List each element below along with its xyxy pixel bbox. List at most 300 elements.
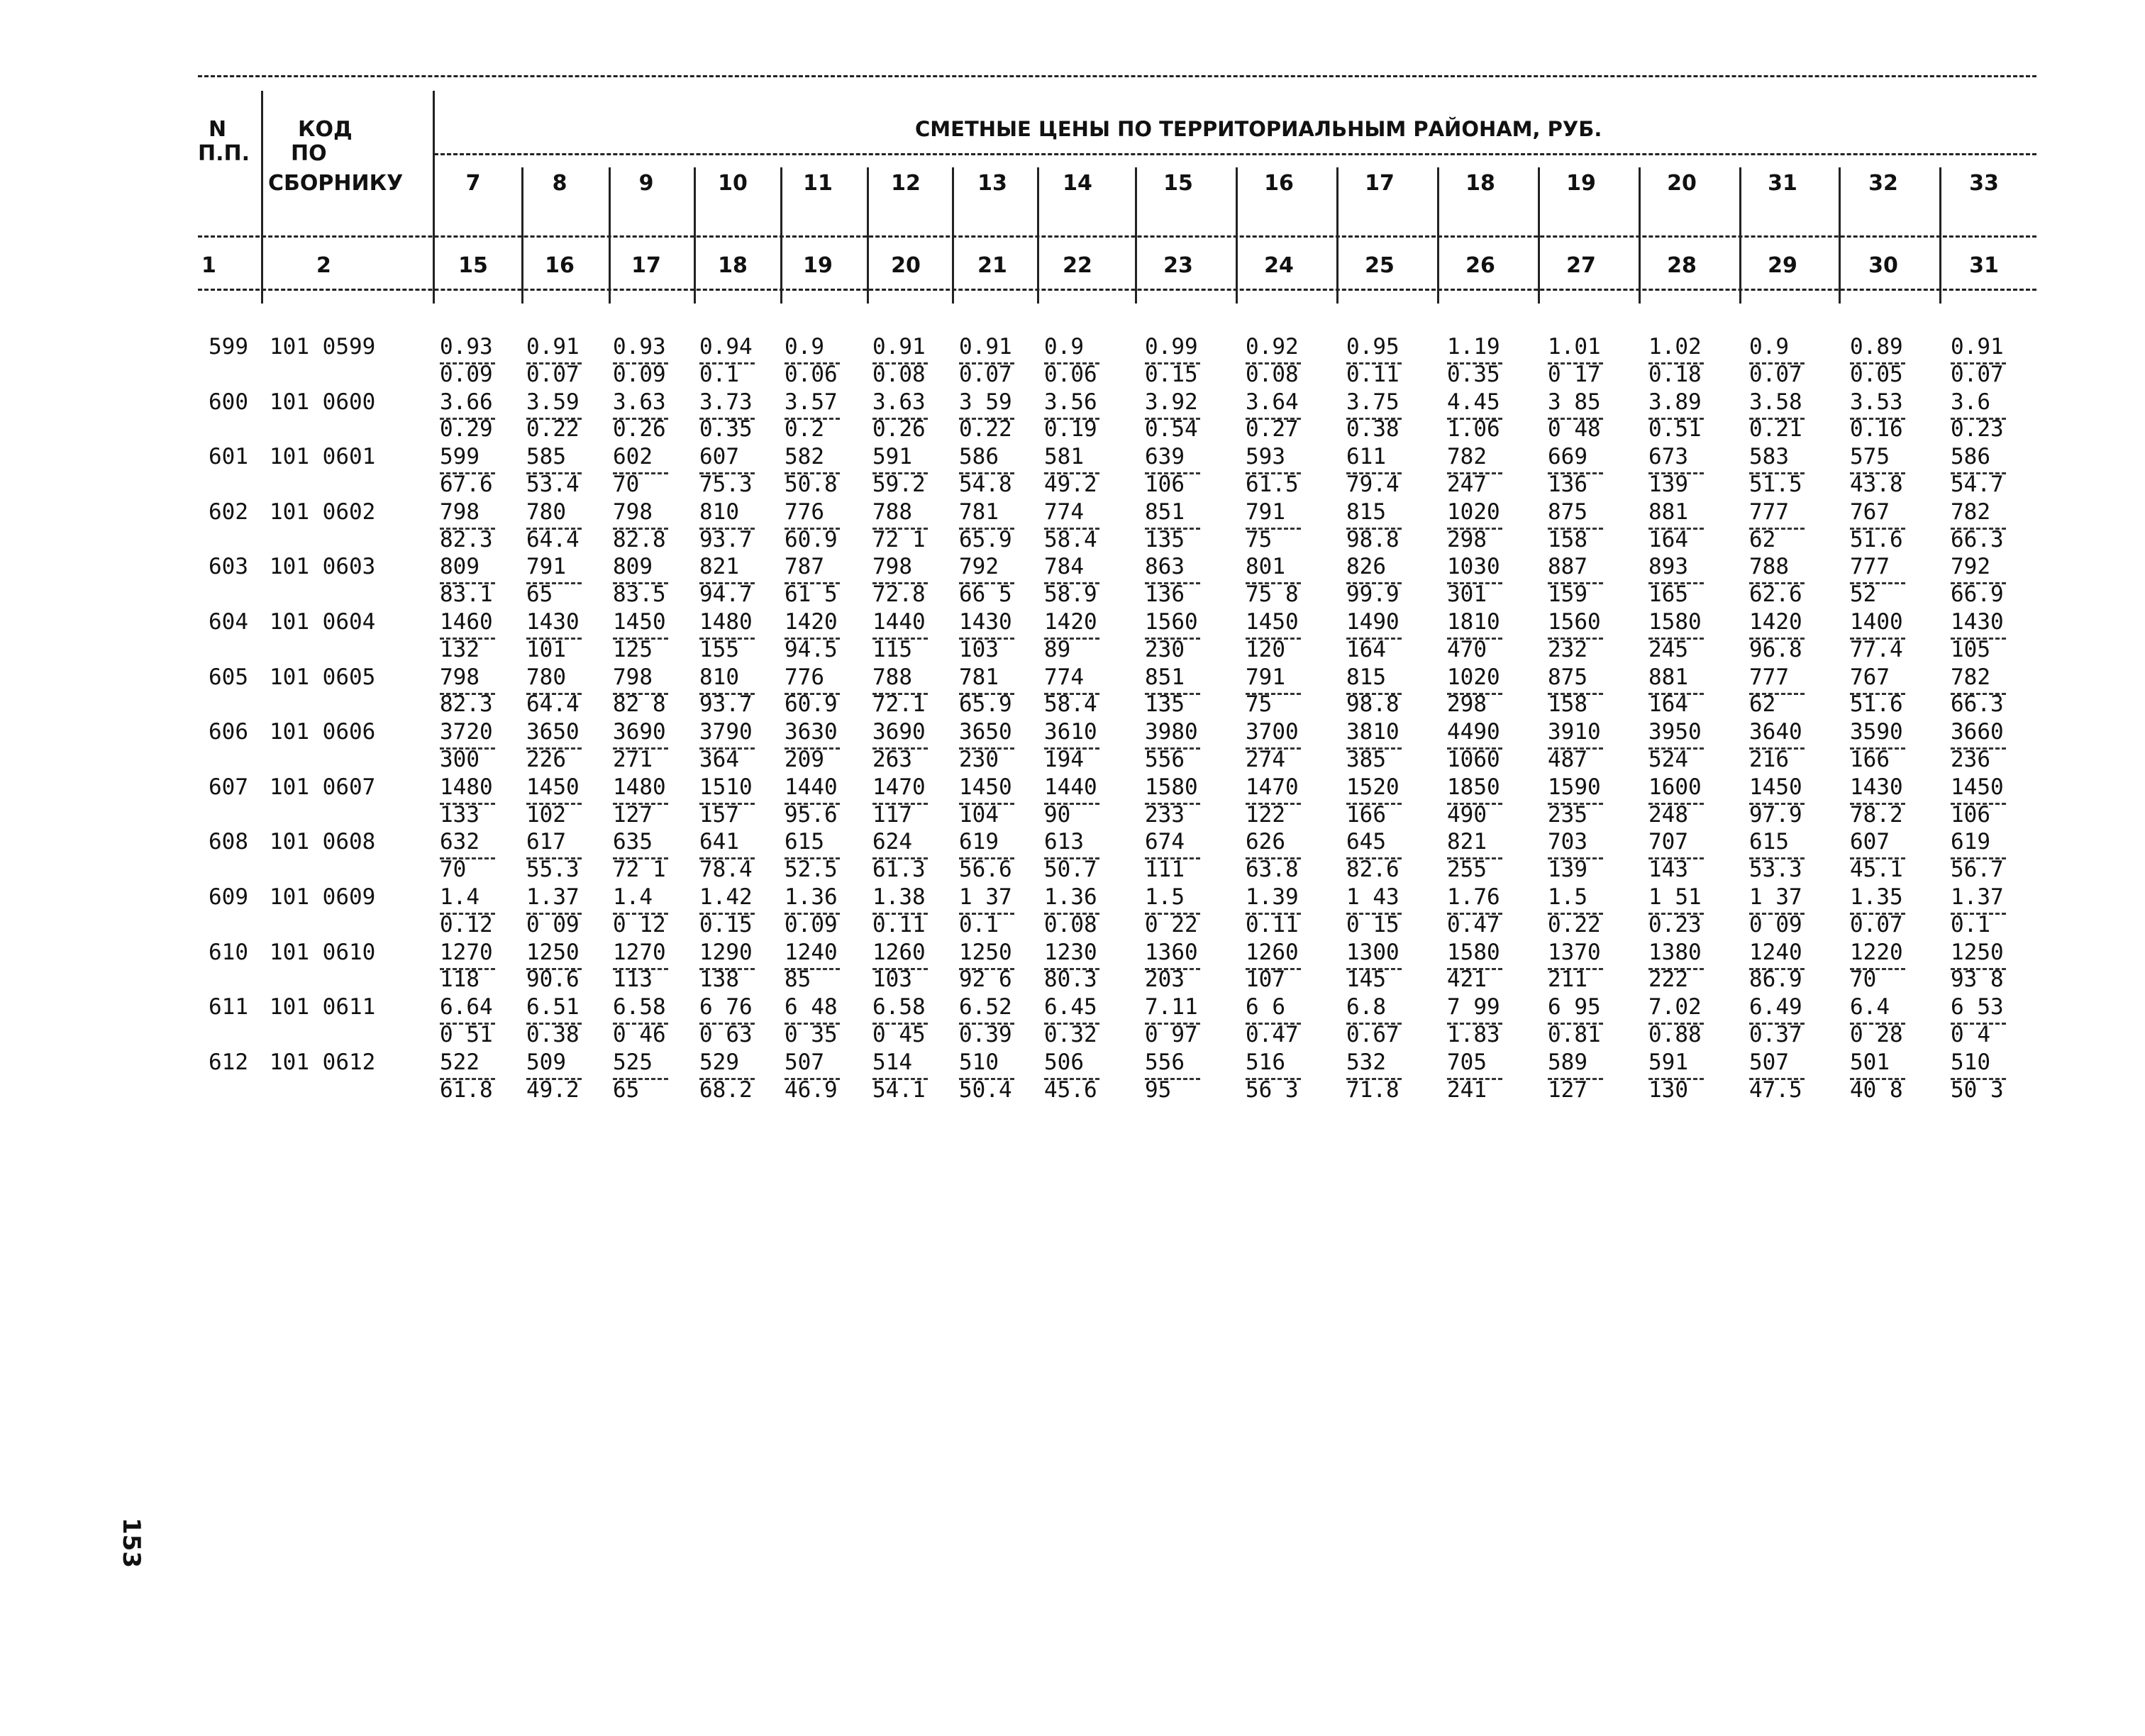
price-cell: 0.9 bbox=[1749, 334, 1789, 360]
price-cell: 6.4 bbox=[1850, 994, 1890, 1020]
price-cell: 3690 bbox=[872, 719, 926, 745]
price-cell: 1470 bbox=[1246, 774, 1299, 800]
price-cell: 107 bbox=[1246, 967, 1285, 992]
price-cell: 767 bbox=[1850, 664, 1890, 690]
row-code: 101 0610 bbox=[270, 940, 376, 965]
header-top-rule bbox=[198, 75, 2036, 77]
price-cell: 164 bbox=[1648, 691, 1688, 717]
region-header-20: 20 bbox=[1667, 171, 1697, 196]
price-cell: 97.9 bbox=[1749, 802, 1802, 828]
price-cell: 7.11 bbox=[1145, 994, 1198, 1020]
price-cell: 59.2 bbox=[872, 472, 926, 497]
price-cell: 1480 bbox=[440, 774, 493, 800]
price-cell: 0 17 bbox=[1548, 362, 1601, 387]
price-cell: 3.53 bbox=[1850, 389, 1903, 415]
price-cell: 788 bbox=[1749, 554, 1789, 579]
price-cell: 77.4 bbox=[1850, 637, 1903, 662]
price-cell: 0 12 bbox=[613, 912, 666, 937]
price-cell: 1 37 bbox=[959, 884, 1012, 910]
price-cell: 0.88 bbox=[1648, 1022, 1702, 1047]
price-cell: 798 bbox=[440, 499, 480, 525]
price-cell: 516 bbox=[1246, 1050, 1285, 1075]
price-cell: 1260 bbox=[1246, 940, 1299, 965]
price-cell: 6 6 bbox=[1246, 994, 1285, 1020]
price-cell: 3.89 bbox=[1648, 389, 1702, 415]
price-cell: 1560 bbox=[1548, 609, 1601, 635]
price-cell: 75.3 bbox=[699, 472, 753, 497]
price-cell: 3.57 bbox=[785, 389, 838, 415]
price-cell: 0.67 bbox=[1346, 1022, 1399, 1047]
price-cell: 1510 bbox=[699, 774, 753, 800]
price-cell: 1 43 bbox=[1346, 884, 1399, 910]
price-cell: 788 bbox=[872, 499, 912, 525]
price-cell: 6.45 bbox=[1044, 994, 1097, 1020]
price-cell: 50 3 bbox=[1951, 1077, 2004, 1103]
column-index-30: 30 bbox=[1868, 253, 1898, 278]
price-cell: 1240 bbox=[1749, 940, 1802, 965]
price-cell: 589 bbox=[1548, 1050, 1587, 1075]
price-cell: 165 bbox=[1648, 582, 1688, 607]
price-cell: 1270 bbox=[440, 940, 493, 965]
num-label-2: П.П. bbox=[198, 141, 250, 166]
price-cell: 56.7 bbox=[1951, 857, 2004, 882]
price-cell: 3790 bbox=[699, 719, 753, 745]
price-cell: 821 bbox=[699, 554, 739, 579]
price-cell: 1250 bbox=[1951, 940, 2004, 965]
price-cell: 1.06 bbox=[1447, 416, 1500, 442]
price-cell: 1430 bbox=[959, 609, 1012, 635]
price-cell: 784 bbox=[1044, 554, 1084, 579]
price-cell: 1600 bbox=[1648, 774, 1702, 800]
price-cell: 6 76 bbox=[699, 994, 753, 1020]
price-cell: 1440 bbox=[785, 774, 838, 800]
price-cell: 0 51 bbox=[440, 1022, 493, 1047]
price-cell: 155 bbox=[699, 637, 739, 662]
price-cell: 810 bbox=[699, 499, 739, 525]
price-cell: 1.5 bbox=[1548, 884, 1587, 910]
price-cell: 826 bbox=[1346, 554, 1386, 579]
price-cell: 101 bbox=[526, 637, 566, 662]
price-cell: 669 bbox=[1548, 444, 1587, 469]
price-cell: 3700 bbox=[1246, 719, 1299, 745]
price-cell: 0.26 bbox=[872, 416, 926, 442]
price-cell: 158 bbox=[1548, 691, 1587, 717]
price-cell: 80.3 bbox=[1044, 967, 1097, 992]
price-cell: 673 bbox=[1648, 444, 1688, 469]
price-cell: 274 bbox=[1246, 747, 1285, 772]
num-label: N bbox=[209, 117, 227, 142]
row-code: 101 0609 bbox=[270, 884, 376, 910]
price-cell: 157 bbox=[699, 802, 739, 828]
price-cell: 1230 bbox=[1044, 940, 1097, 965]
price-cell: 52.5 bbox=[785, 857, 838, 882]
price-cell: 0.15 bbox=[1145, 362, 1198, 387]
price-cell: 3660 bbox=[1951, 719, 2004, 745]
price-cell: 6 53 bbox=[1951, 994, 2004, 1020]
region-header-9: 9 bbox=[638, 171, 654, 196]
price-cell: 0.09 bbox=[613, 362, 666, 387]
region-divider bbox=[1236, 167, 1238, 304]
row-number: 609 bbox=[209, 884, 248, 910]
row-number: 610 bbox=[209, 940, 248, 965]
price-cell: 65 bbox=[526, 582, 553, 607]
header-divider-1 bbox=[261, 91, 263, 304]
price-cell: 3650 bbox=[959, 719, 1012, 745]
price-cell: 136 bbox=[1548, 472, 1587, 497]
column-index-18: 18 bbox=[718, 253, 748, 278]
price-cell: 1020 bbox=[1447, 499, 1500, 525]
price-cell: 106 bbox=[1951, 802, 1990, 828]
price-cell: 0.93 bbox=[440, 334, 493, 360]
price-cell: 93 8 bbox=[1951, 967, 2004, 992]
price-cell: 66.3 bbox=[1951, 527, 2004, 552]
price-cell: 507 bbox=[785, 1050, 824, 1075]
region-divider bbox=[609, 167, 611, 304]
price-cell: 1020 bbox=[1447, 664, 1500, 690]
price-cell: 103 bbox=[872, 967, 912, 992]
price-cell: 583 bbox=[1749, 444, 1789, 469]
price-cell: 599 bbox=[440, 444, 480, 469]
price-cell: 581 bbox=[1044, 444, 1084, 469]
price-cell: 1250 bbox=[526, 940, 580, 965]
row-code: 101 0601 bbox=[270, 444, 376, 469]
price-cell: 617 bbox=[526, 829, 566, 855]
price-cell: 194 bbox=[1044, 747, 1084, 772]
price-cell: 56.6 bbox=[959, 857, 1012, 882]
price-cell: 1400 bbox=[1850, 609, 1903, 635]
price-cell: 776 bbox=[785, 664, 824, 690]
price-cell: 0.05 bbox=[1850, 362, 1903, 387]
price-cell: 94.5 bbox=[785, 637, 838, 662]
region-divider bbox=[1939, 167, 1941, 304]
row-number: 607 bbox=[209, 774, 248, 800]
price-cell: 241 bbox=[1447, 1077, 1487, 1103]
price-cell: 0.15 bbox=[699, 912, 753, 937]
price-cell: 3.58 bbox=[1749, 389, 1802, 415]
price-cell: 1590 bbox=[1548, 774, 1601, 800]
price-cell: 47.5 bbox=[1749, 1077, 1802, 1103]
price-cell: 626 bbox=[1246, 829, 1285, 855]
region-divider bbox=[780, 167, 782, 304]
price-cell: 1480 bbox=[699, 609, 753, 635]
price-cell: 1060 bbox=[1447, 747, 1500, 772]
price-cell: 94.7 bbox=[699, 582, 753, 607]
price-cell: 787 bbox=[785, 554, 824, 579]
region-header-19: 19 bbox=[1566, 171, 1596, 196]
price-cell: 61 5 bbox=[785, 582, 838, 607]
region-header-14: 14 bbox=[1063, 171, 1092, 196]
price-cell: 0.11 bbox=[872, 912, 926, 937]
price-cell: 624 bbox=[872, 829, 912, 855]
price-cell: 3.66 bbox=[440, 389, 493, 415]
price-cell: 0.07 bbox=[1749, 362, 1802, 387]
price-cell: 0.29 bbox=[440, 416, 493, 442]
price-cell: 61.3 bbox=[872, 857, 926, 882]
price-cell: 135 bbox=[1145, 691, 1185, 717]
price-cell: 1 51 bbox=[1648, 884, 1702, 910]
price-cell: 96.8 bbox=[1749, 637, 1802, 662]
row-code: 101 0606 bbox=[270, 719, 376, 745]
row-number: 603 bbox=[209, 554, 248, 579]
column-index-27: 27 bbox=[1566, 253, 1596, 278]
region-header-11: 11 bbox=[803, 171, 833, 196]
price-cell: 0.39 bbox=[959, 1022, 1012, 1047]
price-cell: 0.38 bbox=[1346, 416, 1399, 442]
price-cell: 1450 bbox=[1951, 774, 2004, 800]
region-divider bbox=[1037, 167, 1039, 304]
price-cell: 635 bbox=[613, 829, 653, 855]
price-cell: 1.4 bbox=[440, 884, 480, 910]
price-cell: 0.81 bbox=[1548, 1022, 1601, 1047]
price-cell: 509 bbox=[526, 1050, 566, 1075]
region-header-15: 15 bbox=[1163, 171, 1193, 196]
price-cell: 791 bbox=[1246, 499, 1285, 525]
price-cell: 0.91 bbox=[959, 334, 1012, 360]
price-cell: 68.2 bbox=[699, 1077, 753, 1103]
price-cell: 632 bbox=[440, 829, 480, 855]
price-cell: 6.8 bbox=[1346, 994, 1386, 1020]
price-cell: 506 bbox=[1044, 1050, 1084, 1075]
price-cell: 1580 bbox=[1447, 940, 1500, 965]
price-cell: 54.7 bbox=[1951, 472, 2004, 497]
price-cell: 1.02 bbox=[1648, 334, 1702, 360]
price-cell: 615 bbox=[785, 829, 824, 855]
price-cell: 0.27 bbox=[1246, 416, 1299, 442]
code-label-3: СБОРНИКУ bbox=[268, 171, 404, 196]
price-cell: 3690 bbox=[613, 719, 666, 745]
price-cell: 98.8 bbox=[1346, 527, 1399, 552]
price-cell: 1.19 bbox=[1447, 334, 1500, 360]
price-cell: 0.08 bbox=[1246, 362, 1299, 387]
price-cell: 66 5 bbox=[959, 582, 1012, 607]
price-cell: 104 bbox=[959, 802, 999, 828]
price-cell: 61.5 bbox=[1246, 472, 1299, 497]
region-header-31: 31 bbox=[1768, 171, 1797, 196]
price-cell: 0 35 bbox=[785, 1022, 838, 1047]
price-cell: 1420 bbox=[1044, 609, 1097, 635]
price-cell: 1430 bbox=[526, 609, 580, 635]
price-cell: 1490 bbox=[1346, 609, 1399, 635]
price-cell: 3910 bbox=[1548, 719, 1601, 745]
price-cell: 0.23 bbox=[1951, 416, 2004, 442]
price-cell: 3.63 bbox=[613, 389, 666, 415]
price-cell: 470 bbox=[1447, 637, 1487, 662]
price-cell: 0.22 bbox=[959, 416, 1012, 442]
price-cell: 66.3 bbox=[1951, 691, 2004, 717]
price-cell: 1250 bbox=[959, 940, 1012, 965]
price-cell: 0.07 bbox=[1850, 912, 1903, 937]
price-cell: 1.39 bbox=[1246, 884, 1299, 910]
price-cell: 1 37 bbox=[1749, 884, 1802, 910]
price-cell: 1270 bbox=[613, 940, 666, 965]
price-cell: 1420 bbox=[785, 609, 838, 635]
price-cell: 619 bbox=[959, 829, 999, 855]
price-cell: 1.5 bbox=[1145, 884, 1185, 910]
price-cell: 782 bbox=[1447, 444, 1487, 469]
price-cell: 71.8 bbox=[1346, 1077, 1399, 1103]
price-cell: 6.51 bbox=[526, 994, 580, 1020]
price-cell: 1.01 bbox=[1548, 334, 1601, 360]
price-cell: 602 bbox=[613, 444, 653, 469]
price-cell: 3.63 bbox=[872, 389, 926, 415]
price-cell: 1380 bbox=[1648, 940, 1702, 965]
price-cell: 893 bbox=[1648, 554, 1688, 579]
price-cell: 122 bbox=[1246, 802, 1285, 828]
price-cell: 263 bbox=[872, 747, 912, 772]
price-cell: 6.52 bbox=[959, 994, 1012, 1020]
price-cell: 52 bbox=[1850, 582, 1877, 607]
price-cell: 798 bbox=[872, 554, 912, 579]
price-cell: 164 bbox=[1648, 527, 1688, 552]
region-divider bbox=[1839, 167, 1841, 304]
price-cell: 0.2 bbox=[785, 416, 824, 442]
price-cell: 1.76 bbox=[1447, 884, 1500, 910]
price-cell: 815 bbox=[1346, 664, 1386, 690]
region-divider bbox=[1739, 167, 1741, 304]
price-cell: 49.2 bbox=[1044, 472, 1097, 497]
price-cell: 582 bbox=[785, 444, 824, 469]
price-cell: 58.9 bbox=[1044, 582, 1097, 607]
price-cell: 1810 bbox=[1447, 609, 1500, 635]
price-cell: 89 bbox=[1044, 637, 1071, 662]
price-cell: 364 bbox=[699, 747, 739, 772]
price-cell: 60.9 bbox=[785, 691, 838, 717]
price-cell: 106 bbox=[1145, 472, 1185, 497]
price-cell: 0 63 bbox=[699, 1022, 753, 1047]
price-cell: 102 bbox=[526, 802, 566, 828]
price-cell: 51.5 bbox=[1749, 472, 1802, 497]
price-cell: 703 bbox=[1548, 829, 1587, 855]
price-cell: 115 bbox=[872, 637, 912, 662]
price-cell: 792 bbox=[1951, 554, 1990, 579]
price-cell: 45.1 bbox=[1850, 857, 1903, 882]
region-header-12: 12 bbox=[891, 171, 921, 196]
price-cell: 705 bbox=[1447, 1050, 1487, 1075]
price-cell: 0.47 bbox=[1447, 912, 1500, 937]
price-cell: 233 bbox=[1145, 802, 1185, 828]
price-cell: 216 bbox=[1749, 747, 1789, 772]
region-divider bbox=[1336, 167, 1338, 304]
price-cell: 780 bbox=[526, 499, 566, 525]
price-cell: 707 bbox=[1648, 829, 1688, 855]
price-cell: 64.4 bbox=[526, 691, 580, 717]
price-cell: 591 bbox=[1648, 1050, 1688, 1075]
price-cell: 781 bbox=[959, 664, 999, 690]
price-cell: 821 bbox=[1447, 829, 1487, 855]
price-cell: 62 bbox=[1749, 527, 1776, 552]
price-cell: 53.3 bbox=[1749, 857, 1802, 882]
price-cell: 1520 bbox=[1346, 774, 1399, 800]
price-cell: 0.1 bbox=[959, 912, 999, 937]
price-cell: 1360 bbox=[1145, 940, 1198, 965]
price-cell: 0.91 bbox=[526, 334, 580, 360]
row-code: 101 0611 bbox=[270, 994, 376, 1020]
row-number: 601 bbox=[209, 444, 248, 469]
price-cell: 3720 bbox=[440, 719, 493, 745]
column-index-2: 2 bbox=[316, 253, 331, 278]
price-cell: 72.8 bbox=[872, 582, 926, 607]
price-cell: 3950 bbox=[1648, 719, 1702, 745]
price-cell: 247 bbox=[1447, 472, 1487, 497]
price-cell: 222 bbox=[1648, 967, 1688, 992]
price-cell: 0.32 bbox=[1044, 1022, 1097, 1047]
price-cell: 607 bbox=[1850, 829, 1890, 855]
price-cell: 136 bbox=[1145, 582, 1185, 607]
price-cell: 0.91 bbox=[872, 334, 926, 360]
region-header-16: 16 bbox=[1264, 171, 1294, 196]
price-cell: 777 bbox=[1850, 554, 1890, 579]
price-cell: 1.83 bbox=[1447, 1022, 1500, 1047]
price-cell: 139 bbox=[1648, 472, 1688, 497]
price-cell: 0 28 bbox=[1850, 1022, 1903, 1047]
code-label-2: ПО bbox=[291, 141, 327, 166]
price-cell: 0.12 bbox=[440, 912, 493, 937]
price-cell: 1450 bbox=[526, 774, 580, 800]
row-number: 604 bbox=[209, 609, 248, 635]
price-cell: 776 bbox=[785, 499, 824, 525]
region-divider bbox=[1538, 167, 1540, 304]
price-cell: 863 bbox=[1145, 554, 1185, 579]
price-cell: 6.58 bbox=[613, 994, 666, 1020]
price-cell: 82.8 bbox=[613, 527, 666, 552]
price-cell: 0.09 bbox=[785, 912, 838, 937]
price-cell: 236 bbox=[1951, 747, 1990, 772]
price-cell: 611 bbox=[1346, 444, 1386, 469]
price-cell: 3.92 bbox=[1145, 389, 1198, 415]
price-cell: 70 bbox=[440, 857, 467, 882]
price-cell: 3810 bbox=[1346, 719, 1399, 745]
price-cell: 0.16 bbox=[1850, 416, 1903, 442]
price-cell: 1220 bbox=[1850, 940, 1903, 965]
price-cell: 6 95 bbox=[1548, 994, 1601, 1020]
price-cell: 3.6 bbox=[1951, 389, 1990, 415]
price-cell: 248 bbox=[1648, 802, 1688, 828]
price-cell: 1.36 bbox=[1044, 884, 1097, 910]
price-cell: 0.09 bbox=[440, 362, 493, 387]
price-cell: 0.51 bbox=[1648, 416, 1702, 442]
price-cell: 1580 bbox=[1145, 774, 1198, 800]
price-cell: 586 bbox=[959, 444, 999, 469]
region-divider bbox=[1135, 167, 1137, 304]
price-cell: 255 bbox=[1447, 857, 1487, 882]
price-cell: 767 bbox=[1850, 499, 1890, 525]
price-cell: 64.4 bbox=[526, 527, 580, 552]
page-number: 153 bbox=[117, 1518, 145, 1568]
price-cell: 0.06 bbox=[1044, 362, 1097, 387]
price-cell: 3 85 bbox=[1548, 389, 1601, 415]
price-cell: 0.26 bbox=[613, 416, 666, 442]
price-cell: 3.59 bbox=[526, 389, 580, 415]
price-cell: 1440 bbox=[1044, 774, 1097, 800]
price-cell: 203 bbox=[1145, 967, 1185, 992]
price-cell: 3.64 bbox=[1246, 389, 1299, 415]
price-cell: 798 bbox=[440, 664, 480, 690]
price-cell: 75 bbox=[1246, 527, 1273, 552]
price-cell: 3.56 bbox=[1044, 389, 1097, 415]
price-cell: 510 bbox=[1951, 1050, 1990, 1075]
price-cell: 0.1 bbox=[699, 362, 739, 387]
price-cell: 3630 bbox=[785, 719, 838, 745]
price-cell: 810 bbox=[699, 664, 739, 690]
price-cell: 135 bbox=[1145, 527, 1185, 552]
price-cell: 63.8 bbox=[1246, 857, 1299, 882]
region-header-18: 18 bbox=[1465, 171, 1495, 196]
price-cell: 60.9 bbox=[785, 527, 838, 552]
price-cell: 82.3 bbox=[440, 691, 493, 717]
row-code: 101 0607 bbox=[270, 774, 376, 800]
row-code: 101 0605 bbox=[270, 664, 376, 690]
price-cell: 235 bbox=[1548, 802, 1587, 828]
